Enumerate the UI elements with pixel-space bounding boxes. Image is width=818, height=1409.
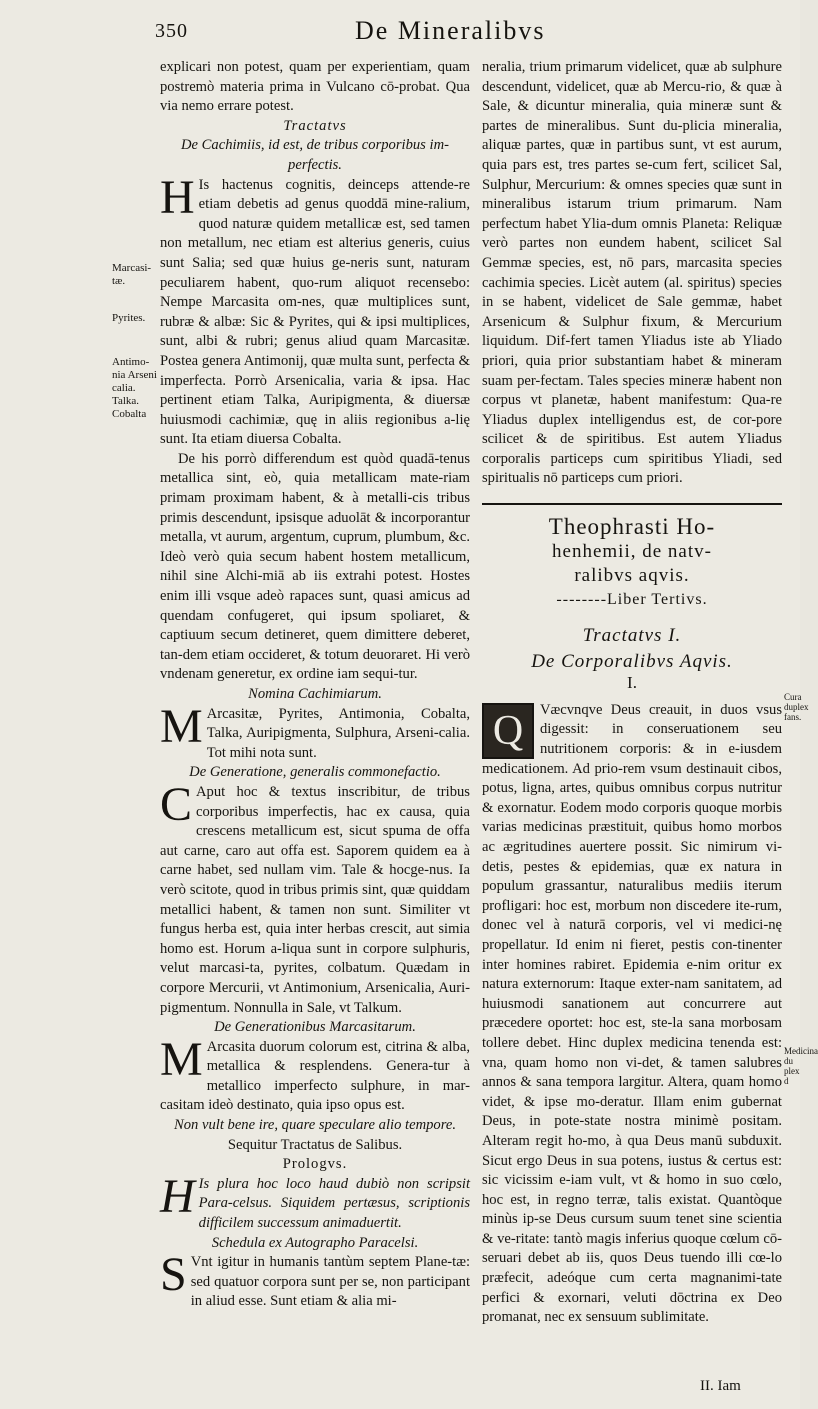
paragraph-cachimiae: H Is hactenus cognitis, deinceps attende-re etiam debetis ad genus quoddā mine-ralium, quod naturæ quidem metallicæ est, sed tamen non metallum, nec etiam est alterius generis, cuius sunt Salia; sed quæ huius ge-neris sunt, naturam peculiarem habent, quo-rum aliquot recensebo: Nempe Marcasita om-nes, quæ multiplices sunt, rubræ & albæ: Sic & Pyrites, qui & ipsi multiplices, sunt, albi & rubri; genus aliud quam Marcasitæ. Postea genera Antimonij, quæ multa sunt, perfecta & imperfecta. Porrò Arsenicalia, varia & ipsa. Hac pertinent etiam Talka, Auripigmenta, & diuersæ huiusmodi cachimiæ, quę in aliis regionibus a-lię sunt. Ita etiam diuersa Cobalta. [160, 170, 470, 448]
prologus-heading: Prologvs. [282, 1156, 348, 1173]
generatione-heading: De Generatione, generalis commonefactio. [189, 764, 441, 781]
liber-tertius: --------Liber Tertivs. [556, 591, 708, 609]
margin-note-antimonia: Antimo-nia Arseni calia. Talka. Cobalta [112, 356, 157, 420]
intro-paragraph: explicari non potest, quam per experientiam, quam postremò materia prima in Vulcano cō-probat. Qua via nemo errare potest. [160, 59, 470, 115]
left-column [160, 58, 470, 1312]
sequitur-line: Sequitur Tractatus de Salibus. [227, 1136, 403, 1153]
margin-note-cura: Cura duplex fans. [784, 692, 809, 722]
dropcap-m2: M [160, 1032, 203, 1086]
dropcap-h: H [160, 170, 195, 224]
dropcap-c: C [160, 777, 193, 831]
marcasit-heading: De Generationibus Marcasitarum. [214, 1019, 416, 1036]
page-number: 350 [155, 20, 188, 42]
margin-note-medicina: Medicina du plex d [784, 1046, 818, 1086]
paragraph-mineralia: neralia, trium primarum videlicet, quæ ab sulphure descendunt, videlicet, quæ ab Mercu-rio, & quæ à Sale, & dicuntur mineralia, quia mineræ sunt & partes de mineralibus. Sunt du-plicia mineralia, aliquæ partes, quæ in partibus sunt, vt est aurum, quia pars est, tres partes se-cum fert, scilicet Sal, Sulphur, Mercurium: & omnes species quæ sunt in mineralibus istarum trium primarum. Nam perfectum habet Ylia-dum omnis Planeta: Reliquæ verò partes non eundem habent, scilicet Sal Gemmæ species, est, nō pars, marcasita species cachimia species. Licèt autem (al. spiritus) species in se habent, videlicet de Sale gemmæ, habet Arsenicum & Sulphur fixum, & Mercurium liquidum. Dif-fert tamen Yliadus iste ab Yliado priori, quia prior substantiam habet & mineram suam per-fectam. Tales species mineræ habent non corpus vt planetæ, habent manifestum: Qua-re Yliadus duplex intelligendus est, de cor-pore scilicet & de spiritibus. Est autem Yliadus corporalis particeps cum spiritibus Yliadi, sed spiritualis nō particeps cum priori. [482, 59, 782, 487]
de-corporalibus-heading: De Corporalibvs Aqvis. [531, 650, 733, 672]
book-title-line-2: henhemii, de natv- [552, 541, 712, 563]
ornamental-dropcap-q: Q [482, 703, 534, 759]
paragraph-schedula: S Vnt igitur in humanis tantùm septem Plane-tæ: sed quatuor corpora sunt per se, non participant in aliud esse. Sunt etiam & alia mi- [160, 1248, 470, 1310]
nomina-heading: Nomina Cachimiarum. [248, 686, 382, 702]
tractatus-heading: Tractatvs [283, 117, 347, 134]
right-column [482, 58, 782, 1328]
section-numeral: I. [627, 673, 637, 693]
schedula-heading: Schedula ex Autographo Paracelsi. [211, 1234, 419, 1251]
paragraph-marcasita: M Arcasita duorum colorum est, citrina & alba, metallica & resplendens. Genera-tur à metallico imperfecto sulphure, in mar-casitam ideò destinato, quia ipso opus est. [160, 1032, 470, 1114]
book-title-line-3: ralibvs aqvis. [574, 565, 690, 587]
book-title-line-1: Theophrasti Ho- [548, 514, 716, 540]
dropcap-m: M [160, 699, 203, 753]
paragraph-generatione: C Aput hoc & textus inscribitur, de tribus corporibus imperfectis, hac ex causa, quia crescens metallicum est, sicut spuma de offa aut carne, caro aut offa est. Saporem quidem ea à carne habet, sed nullam vim. Tale & hocge-nus. Ia verò scitote, quod in tribus primis sint, quæ quiddam metallici habent, & tamen non sunt. Similiter vt fungus herba est, quia inter herbas crescit, aut simia homo est. Horum a-liqua sunt in corpore sulphuris, velut marcasi-ta, pyrites, colbatum. Quædam in corpore Mercurii, vt Antimonium, Arsenicalia, Auri-pigmentum. Nonnulla in Sale, vt Talkum. [160, 777, 470, 1016]
paragraph-differendum: De his porrò differendum est quòd quadā-tenus metallica sint, eò, quia metallicam mate-riam primam proximam habent, & à metalli-cis tribus primis descendunt, ipsisque aduolāt & incorporantur metalla, vt aurum, argentum, cuprum, plumbum, &c. Ideò verò quia secum habent hostem metallicum, nihil sine Alchi-miā ab iis extrahi potest. Hostes enim illi vsque adeò rapaces sunt, quasi amicus ad quendam confugeret, qui ipsum spoliaret, & captiuum secum detineret, quem dimittere deberet, tan-dem etiam occideret, & totum deuoraret. Hi verò vndenam generetur, ex ordine iam sequi-tur. [160, 450, 470, 683]
book-title-block [482, 503, 782, 612]
margin-note-pyrites: Pyrites. [112, 312, 146, 324]
paragraph-nomina: M Arcasitæ, Pyrites, Antimonia, Cobalta, Talka, Auripigmenta, Sulphura, Arseni-calia. Tot mihi nota sunt. [160, 699, 470, 761]
paragraph-deus-creauit: Q Væcvnqve Deus creauit, in duos vsus digessit: in conseruationem seu nutritionem corporis: & in e-iusdem medicationem. Ad prio-rem vsum destinauit cibos, potus, ligna, artes, quibus omnibus corpus nutritur & exornatur. Eodem modo corporis quoque morbis varias medicinas præstituit, quibus homo morbos ac ægritudines auertere possit. Sic nimirum vi-detis, pestes & epidemias, quæ ex natura in populum grassantur, naturalibus mediis iterum profligari: hoc est, morbum non discedere ite-rum, donec vel à naturā corporis, vel vi medici-nę propellatur. Id enim ni fieret, pestis con-tinenter inter homines rabiret. Epidemia e-nim oritur ex natura externorum: Itaque exter-nam sanitatem, ad huiusmodi sanationem aut concurrere aut præcedere oportet: hoc est, ste-la sana morbosam tollere debet. Hinc duplex medicina tenenda est: vna, quam homo non vi-det, & tamen salubres annos & sana tempora largitur. Altera, quam homo videt, & ipse mo-deratur. Illam enim gubernat Deus, in pote-state nostra minimè positam. Alteram regit ho-mo, à qua Deus manū subduxit. Sicut ergo Deus in sua potens, iustus & certus est: sic vicissim e-iam vult, vt & homo in suo cœlo, hoc est, in regno terræ, talis existat. Quantòque minùs ip-se Deus cursum suum tenet sine scientia & ve-ritate: tantò magis inferius quoque cœlum cō-seruari debet ab iis, quos Deus tuendo illi cœ-lo præfecit, adeóque cum certa magnanimi-tate perfici & exornari, veluti dōctrina ex Deo promanat, nec ex sensuum sublimitate. [482, 701, 782, 1326]
margin-note-marcasitae: Marcasi-tæ. [112, 262, 152, 287]
dropcap-h2: H [160, 1169, 195, 1223]
running-title: De Mineralibvs [355, 16, 546, 45]
catchword: II. Iam [700, 1378, 741, 1394]
non-vult-line: Non vult bene ire, quare speculare alio tempore. [174, 1117, 456, 1134]
dropcap-s: S [160, 1248, 187, 1302]
tractatus-subtitle: De Cachimiis, id est, de tribus corporibus im-perfectis. [181, 137, 449, 173]
paragraph-prologus: H Is plura hoc loco haud dubiò non scripsit Para-celsus. Siquidem pertæsus, scriptionis difficilem successum animaduertit. [160, 1169, 470, 1232]
tractatus-i-heading: Tractatvs I. [582, 625, 682, 647]
